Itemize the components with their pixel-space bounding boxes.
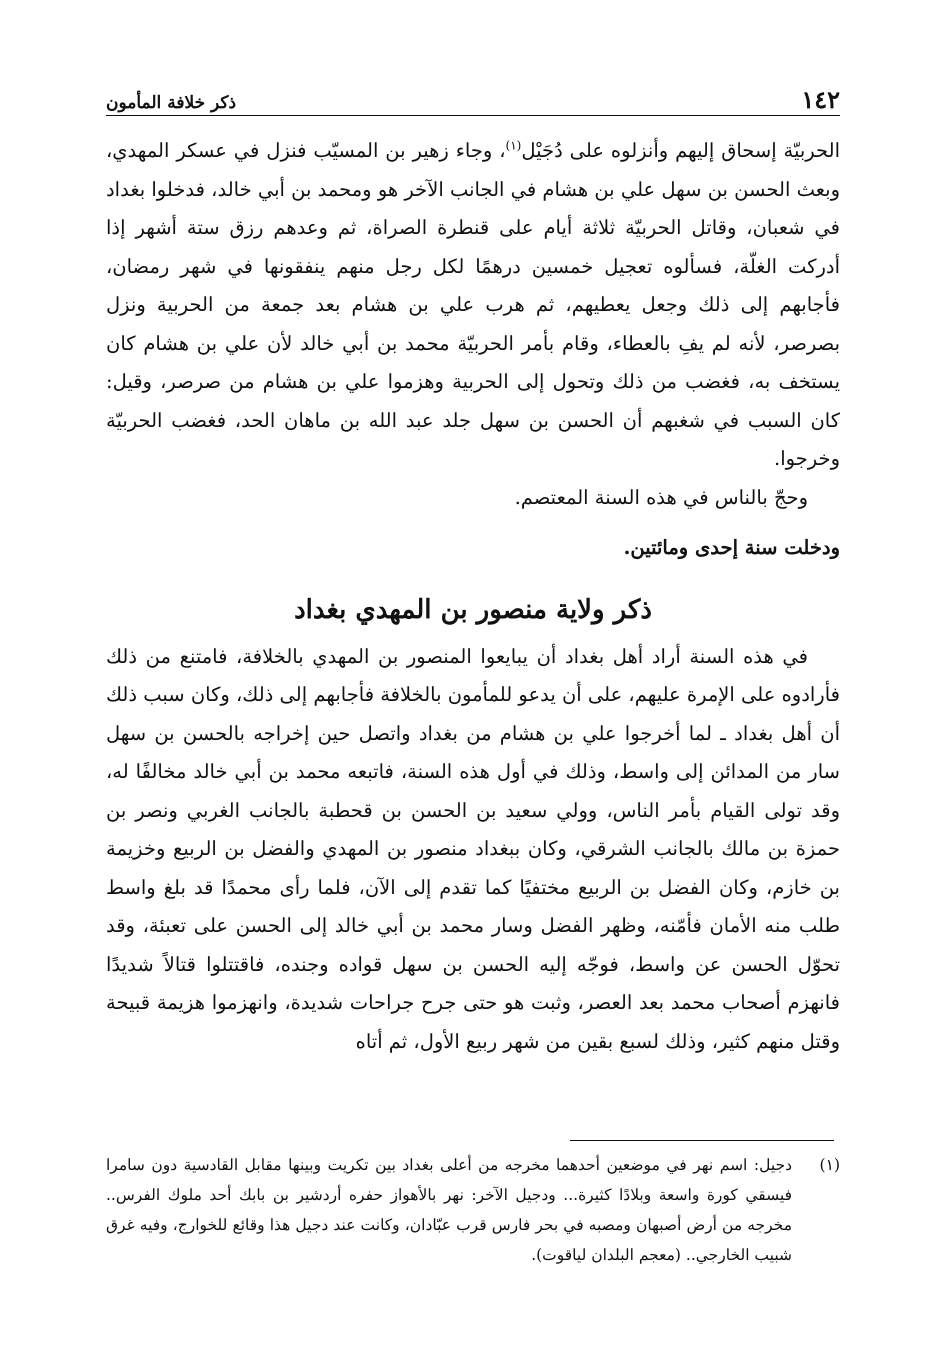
paragraph-1-start: الحربيّة إسحاق إليهم وأنزلوه على دُجَيْل	[521, 139, 840, 162]
footnote-divider	[570, 1140, 834, 1141]
paragraph-3: في هذه السنة أراد أهل بغداد أن يبايعوا المنصور بن المهدي بالخلافة، فامتنع من ذلك فأرادوه على الإمرة عليهم، على أن يدعو للمأمون بالخلافة فأجابهم إلى ذلك، وكان سبب ذلك أن أهل بغداد ـ لما أخرجوا علي بن هشام من بغداد واتصل حين إخراجه بالحسن بن سهل سار من المدائن إلى واسط، وذلك في أول هذه السنة، فاتبعه محمد بن أبي خالد مخالفًا له، وقد تولى القيام بأمر الناس، وولي سعيد بن الحسن بن قحطبة بالجانب الغربي ونصر بن حمزة بن مالك بالجانب الشرقي، وكان ببغداد منصور بن المهدي والفضل بن الربيع وخزيمة بن خازم، وكان الفضل بن الربيع مختفيًا كما تقدم إلى الآن، فلما رأى محمدًا قد بلغ واسط طلب منه الأمان فأمّنه، وظهر الفضل وسار محمد بن أبي خالد إلى الحسن على تعبئة، وقد تحوّل الحسن عن واسط، فوجّه إليه الحسن بن سهل قواده وجنده، فاقتتلوا قتالاً شديدًا فانهزم أصحاب محمد بعد العصر، وثبت هو حتى جرح جراحات شديدة، وانهزموا هزيمة قبيحة وقتل منهم كثير، وذلك لسبع بقين من شهر ربيع الأول، ثم أتاه	[106, 644, 840, 1053]
book-page	[106, 78, 840, 1061]
footnote-text: دجيل: اسم نهر في موضعين أحدهما مخرجه من أعلى بغداد بين تكريت وبينها مقابل القادسية دون سامرا فيسقي كورة واسعة وبلادًا كثيرة... ودجيل الآخر: نهر بالأهواز حفره أردشير بن بابك أحد ملوك الفرس.. مخرجه من أرض أصبهان ومصبه في بحر فارس قرب عبّادان، وكانت عند دجيل هذا وقائع للخوارج، وفيه غرق شبيب الخارجي.. (معجم البلدان لياقوت).	[106, 1156, 792, 1264]
footnotes-section	[106, 1150, 840, 1270]
running-title: ذكر خلافة المأمون	[106, 93, 237, 113]
footnote-number: (١)	[819, 1156, 840, 1174]
year-line: ودخلت سنة إحدى ومائتين.	[623, 536, 840, 559]
paragraph-1-rest: ، وجاء زهير بن المسيّب فنزل في عسكر المهدي، وبعث الحسن بن سهل علي بن هشام في الجانب الآخر هو ومحمد بن أبي خالد، فدخلوا بغداد في شعبان، وقاتل الحربيّة ثلاثة أيام على قنطرة الصراة، ثم وعدهم رزق ستة أشهر إذا أدركت الغلّة، فسألوه تعجيل خمسين درهمًا لكل رجل منهم ينفقونها في شهر رمضان، فأجابهم إلى ذلك وجعل يعطيهم، ثم هرب علي بن هشام بعد جمعة من الحربية ونزل بصرصر، لأنه لم يفِ بالعطاء، وقام بأمر الحربيّة محمد بن أبي خالد لأن علي بن هشام كان يستخف به، فغضب من ذلك وتحول إلى الحربية وهزموا علي بن هشام من صرصر، وقيل: كان السبب في شغبهم أن الحسن بن سهل جلد عبد الله بن ماهان الحد، فغضب الحربيّة وخرجوا.	[106, 139, 840, 470]
section-heading: ذكر ولاية منصور بن المهدي بغداد	[294, 594, 652, 625]
paragraph-2: وحجّ بالناس في هذه السنة المعتصم.	[514, 485, 808, 509]
running-header	[106, 78, 840, 116]
footnote-reference[interactable]: (١)	[505, 138, 522, 153]
footnote-item	[106, 1150, 840, 1270]
main-text	[106, 132, 840, 1061]
page-number: ١٤٢	[801, 85, 840, 114]
paragraph-1	[106, 132, 840, 479]
